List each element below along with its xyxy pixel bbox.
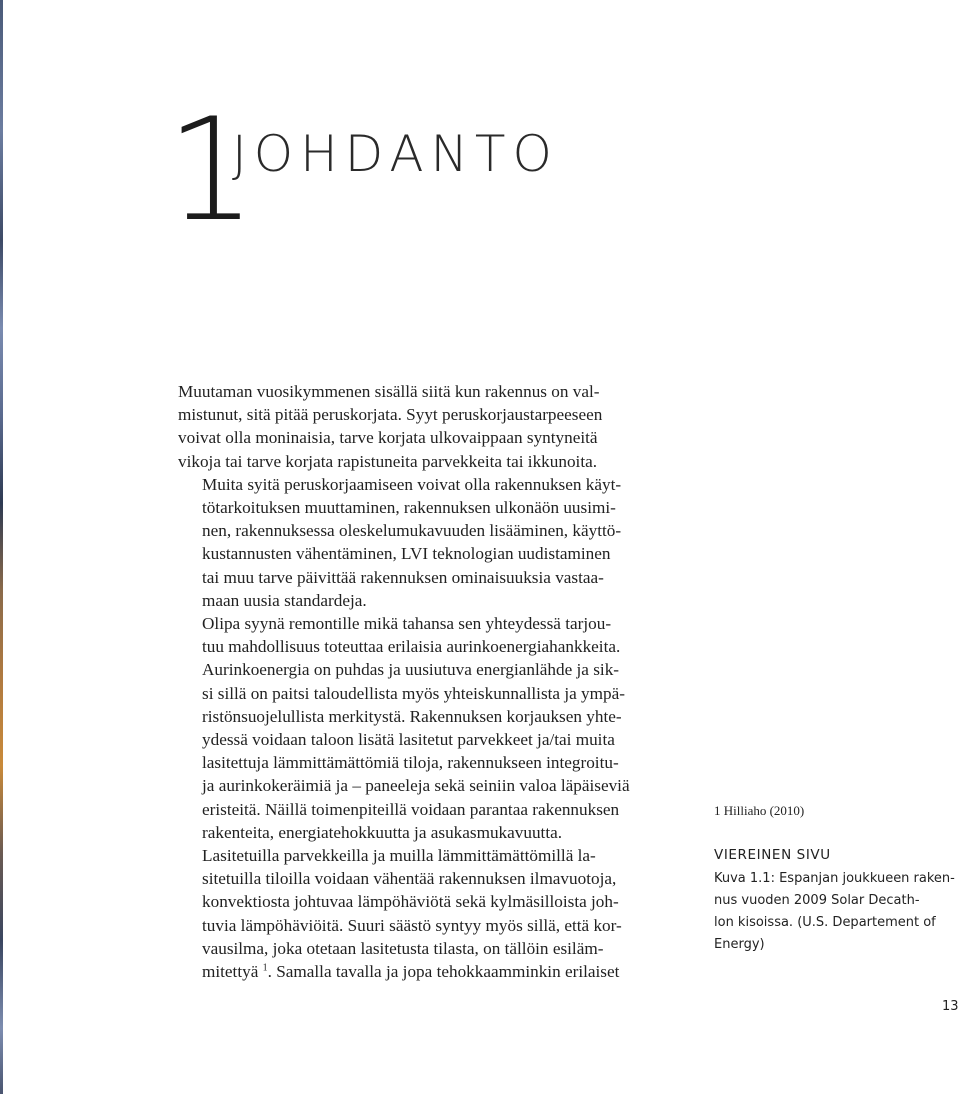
text-line: Olipa syynä remontille mikä tahansa sen yhteydessä tarjou- [202, 614, 612, 634]
text-line: Muita syitä peruskorjaamiseen voivat olla rakennuksen käyt- [202, 474, 622, 494]
text-line: Lasitetuilla parvekkeilla ja muilla lämmittämättömillä la- [202, 846, 596, 866]
page-number: 13 [942, 999, 959, 1014]
text-line: maan uusia standardeja. [202, 590, 367, 610]
text-line: tai muu tarve päivittää rakennuksen ominaisuuksia vastaa- [202, 567, 604, 587]
sidebar-heading: VIEREINEN SIVU [714, 847, 831, 863]
footnote-reference[interactable]: 1 [262, 962, 268, 974]
text-line: vikoja tai tarve korjata rapistuneita parvekkeita tai ikkunoita. [178, 451, 598, 471]
text-line: Aurinkoenergia on puhdas ja uusiutuva energianlähde ja sik- [202, 660, 620, 680]
chapter-title: JOHDANTO [232, 125, 559, 183]
text-segment: . Samalla tavalla ja jopa tehokkaamminkin erilaiset [267, 962, 620, 982]
adjacent-page-edge [0, 0, 3, 1094]
text-line: konvektiosta johtuvaa lämpöhäviötä sekä kylmäsilloista joh- [202, 892, 619, 912]
text-segment: mitettyä [202, 962, 259, 982]
text-line: ristönsuojelullista merkitystä. Rakennuksen korjauksen yhte- [202, 706, 622, 726]
text-line: lasitettuja lämmittämättömiä tiloja, rakennukseen integroitu- [202, 753, 619, 773]
text-line: voivat olla moninaisia, tarve korjata ulkovaippaan syntyneitä [178, 428, 598, 448]
text-line: ydessä voidaan taloon lisätä lasitetut parvekkeet ja/tai muita [202, 730, 615, 750]
text-line: tuvia lämpöhäviöitä. Suuri säästö syntyy myös sillä, että kor- [202, 915, 622, 935]
text-line: rakenteita, energiatehokkuutta ja asukasmukavuutta. [202, 822, 563, 842]
footnote: 1 Hilliaho (2010) [714, 803, 805, 818]
chapter-number: 1 [166, 88, 253, 253]
paragraph-1 [178, 380, 658, 473]
text-line: mistunut, sitä pitää peruskorjata. Syyt peruskorjaustarpeeseen [178, 405, 603, 425]
text-line: si sillä on paitsi taloudellista myös yhteiskunnallista ja ympä- [202, 683, 625, 703]
figure-caption [714, 868, 954, 956]
paragraph-4 [178, 844, 658, 983]
text-line-with-footnote [178, 960, 658, 983]
paragraph-2 [178, 473, 658, 612]
paragraph-3 [178, 612, 658, 844]
text-line: nen, rakennuksessa oleskelumukavuuden lisääminen, käyttö- [202, 521, 622, 541]
text-line: ja aurinkokeräimiä ja – paneeleja sekä seiniin valoa läpäiseviä [202, 776, 630, 796]
caption-line: Kuva 1.1: Espanjan joukkueen raken- [714, 871, 955, 886]
text-line: vausilma, joka otetaan lasitetusta tilasta, on tällöin esiläm- [202, 938, 604, 958]
text-line: kustannusten vähentäminen, LVI teknologian uudistaminen [202, 544, 611, 564]
text-line: sitetuilla tiloilla voidaan vähentää rakennuksen ilmavuotoja, [202, 869, 617, 889]
text-line: tötarkoituksen muuttaminen, rakennuksen ulkonäön uusimi- [202, 498, 616, 518]
caption-line: lon kisoissa. (U.S. Departement of [714, 915, 936, 930]
text-line: Muutaman vuosikymmenen sisällä siitä kun rakennus on val- [178, 382, 600, 401]
caption-line: Energy) [714, 937, 765, 952]
caption-line: nus vuoden 2009 Solar Decath- [714, 893, 920, 908]
text-line: tuu mahdollisuus toteuttaa erilaisia aurinkoenergiahankkeita. [202, 637, 621, 657]
body-text [178, 380, 658, 983]
text-line: eristeitä. Näillä toimenpiteillä voidaan parantaa rakennuksen [202, 799, 620, 819]
